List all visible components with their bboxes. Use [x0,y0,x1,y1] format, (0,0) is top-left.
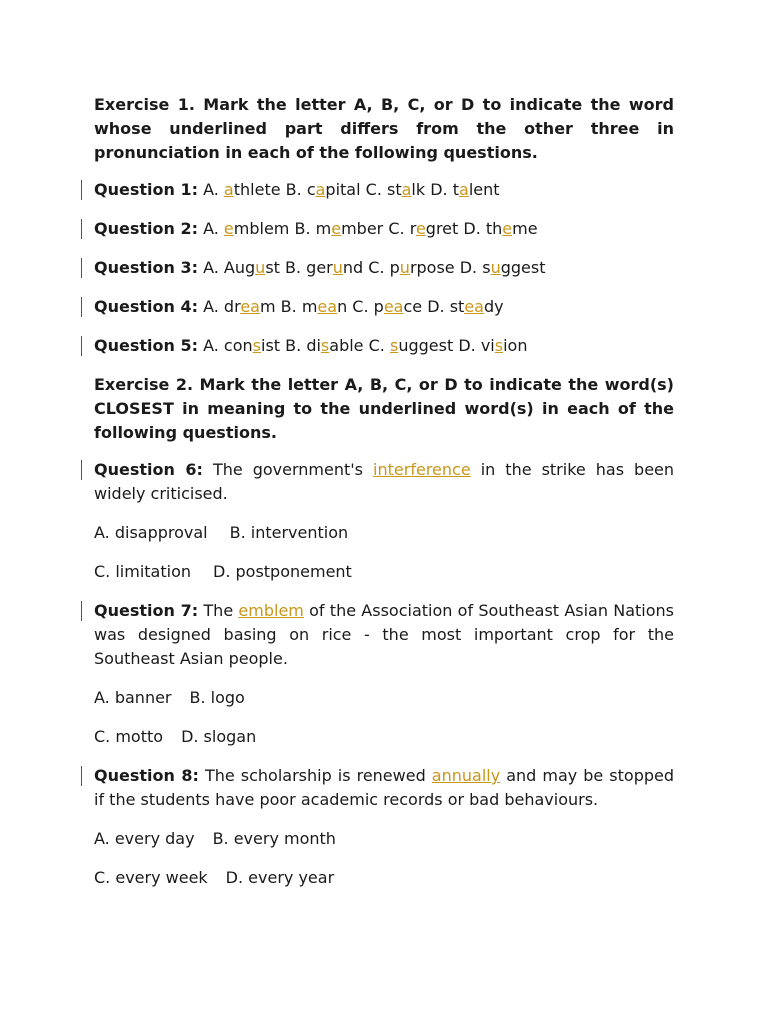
underlined-sound: ea [383,297,404,316]
option-word-start: p [373,297,384,316]
option-word-end: ist [261,336,281,355]
option-word-end: m [259,297,276,316]
option-word-end: pital [325,180,361,199]
option-letter: C. [368,336,385,355]
underlined-sound: a [223,180,234,199]
answer-option: B. every month [212,829,336,848]
option-letter: B. [285,336,302,355]
option-word-start: m [315,219,332,238]
underlined-word: annually [431,766,501,785]
underlined-word: interference [373,460,471,479]
answer-row [94,866,674,890]
underlined-sound: s [252,336,261,355]
underlined-sound: u [490,258,501,277]
question-stem [94,764,674,812]
answer-row [94,686,674,710]
answer-option: D. postponement [213,562,352,581]
question-row [94,178,674,202]
option-word-end: uggest [398,336,454,355]
underlined-sound: a [459,180,469,199]
question-stem [94,599,674,671]
question-label: Question 3: [94,258,198,277]
underlined-sound: e [331,219,342,238]
option-word-start: dr [223,297,241,316]
underlined-sound: a [401,180,412,199]
underlined-sound: s [389,336,399,355]
answer-row [94,560,674,584]
question-row [94,295,674,319]
option-letter: B. [285,258,302,277]
answer-option: A. disapproval [94,523,208,542]
option-word-start: st [387,180,402,199]
question-row [94,256,674,280]
option-word-end: able [329,336,364,355]
question-row [94,217,674,241]
answer-row [94,725,674,749]
answer-option: A. banner [94,688,172,707]
answer-option: C. motto [94,727,164,746]
option-word-start: di [306,336,321,355]
option-word-end: thlete [233,180,281,199]
option-letter: D. [459,258,478,277]
underlined-sound: ea [464,297,484,316]
option-letter: A. [203,258,219,277]
answer-option: D. slogan [181,727,257,746]
exercise-1-heading: Exercise 1. Mark the letter A, B, C, or D to indicate the word whose underlined part differs from the other three in pronunciation in each of the following questions. [94,95,674,162]
option-letter: C. [388,219,405,238]
underlined-sound: ea [240,297,260,316]
question-stem [94,458,674,506]
option-word-start: vi [480,336,495,355]
option-letter: C. [365,180,382,199]
answer-option: C. limitation [94,562,191,581]
exercise-1-questions [94,178,674,358]
margin-mark [81,766,82,786]
option-letter: D. [463,219,481,238]
option-letter: A. [203,297,219,316]
option-letter: C. [352,297,369,316]
margin-mark [81,180,82,200]
underlined-sound: s [320,336,330,355]
question-text-before: The [203,601,234,620]
underlined-sound: u [332,258,343,277]
option-letter: D. [430,180,448,199]
option-word-end: ggest [500,258,546,277]
option-word-end: lk [411,180,426,199]
option-word-start: th [485,219,503,238]
answer-option: B. logo [189,688,245,707]
answer-row [94,521,674,545]
underlined-sound: e [502,219,513,238]
option-word-end: lent [468,180,500,199]
option-letter: A. [203,336,219,355]
underlined-sound: e [415,219,426,238]
option-word-end: rpose [409,258,455,277]
question-label: Question 2: [94,219,198,238]
option-letter: D. [458,336,476,355]
option-letter: C. [368,258,385,277]
underlined-sound: u [255,258,266,277]
question-row [94,334,674,358]
question-label: Question 8: [94,766,199,785]
option-word-end: me [512,219,538,238]
option-letter: A. [203,219,219,238]
exercise-2-questions [94,458,674,890]
option-word-end: mblem [233,219,290,238]
option-letter: D. [427,297,445,316]
question-text-before: The government's [212,460,364,479]
question-label: Question 6: [94,460,203,479]
answer-option: C. every week [94,868,208,887]
question-text-after: of the Association of Southeast Asian Nations was designed basing on rice - the most important crop for the Southeast Asian people. [94,601,675,668]
question-text-before: The scholarship is renewed [204,766,426,785]
answer-row [94,827,674,851]
option-word-start: con [223,336,253,355]
option-word-end: n [337,297,348,316]
option-word-end: ce [403,297,423,316]
answer-option: A. every day [94,829,195,848]
option-word-start: st [449,297,465,316]
document-content [94,93,674,905]
option-letter: B. [285,180,302,199]
option-word-start: r [409,219,416,238]
option-letter: A. [203,180,219,199]
option-word-end: mber [341,219,384,238]
option-word-start: t [452,180,460,199]
option-letter: B. [294,219,311,238]
option-word-start: ger [306,258,333,277]
option-word-start: c [306,180,316,199]
question-text-after: and may be stopped if the students have poor academic records or bad behaviours. [94,766,675,809]
question-label: Question 5: [94,336,198,355]
question-label: Question 4: [94,297,198,316]
underlined-sound: ea [317,297,338,316]
option-word-start: m [301,297,318,316]
margin-mark [81,460,82,480]
underlined-sound: a [315,180,326,199]
option-word-end: dy [483,297,504,316]
option-word-start: s [482,258,491,277]
underlined-sound: s [494,336,504,355]
margin-mark [81,297,82,317]
question-label: Question 1: [94,180,198,199]
underlined-sound: e [223,219,234,238]
option-word-end: ion [503,336,528,355]
option-word-start: Aug [223,258,256,277]
option-word-end: st [265,258,280,277]
question-label: Question 7: [94,601,199,620]
option-letter: B. [280,297,297,316]
margin-mark [81,258,82,278]
option-word-end: gret [425,219,459,238]
margin-mark [81,601,82,621]
underlined-sound: u [399,258,410,277]
answer-option: B. intervention [229,523,349,542]
option-word-start: p [389,258,400,277]
question-text-after: in the strike has been widely criticised. [94,460,675,503]
option-word-end: nd [342,258,364,277]
margin-mark [81,219,82,239]
answer-option: D. every year [225,868,335,887]
margin-mark [81,336,82,356]
exercise-2-heading: Exercise 2. Mark the letter A, B, C, or D to indicate the word(s) CLOSEST in meaning to the underlined word(s) in each of the following questions. [94,375,674,442]
underlined-word: emblem [238,601,304,620]
